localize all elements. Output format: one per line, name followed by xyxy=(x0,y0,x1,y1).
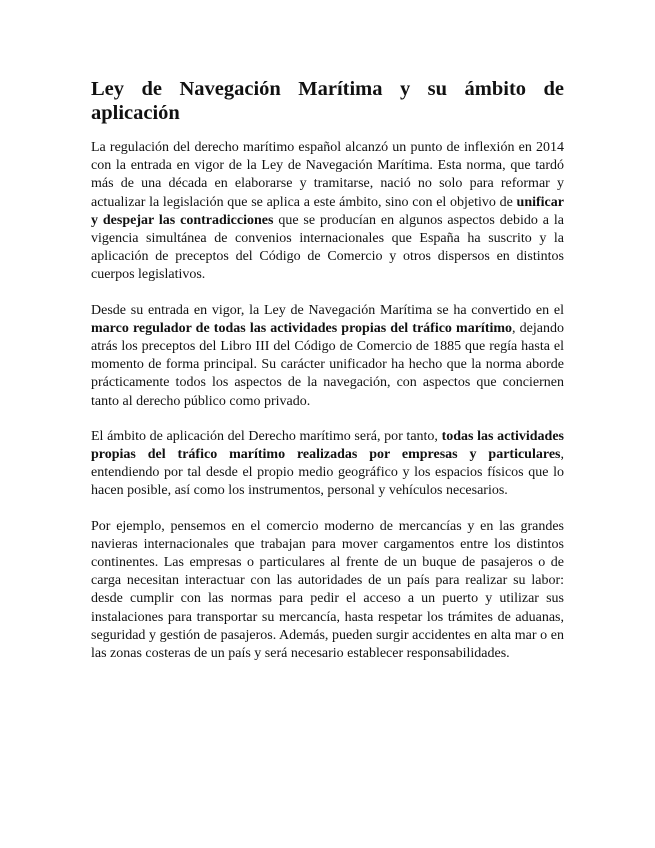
document-title: Ley de Navegación Marítima y su ámbito de aplicación xyxy=(91,78,564,124)
paragraph-text: La regulación del derecho marítimo español alcanzó un punto de inflexión en 2014 con la entrada en vigor de la Ley de Navegación Marítima. Esta norma, que tardó más de una década en elaborarse y tramitarse, nació no solo para reformar y actualizar la legislación que se aplica a este ámbito, sino con el objetivo de xyxy=(91,140,564,210)
paragraph-text: que se producían en algunos aspectos debido a la vigencia simultánea de convenios internacionales que España ha suscrito y la aplicación de preceptos del Código de Comercio y otros dispersos en distintos cuerpos legislativos. xyxy=(91,212,564,283)
paragraph-text: Por ejemplo, pensemos en el comercio moderno de mercancías y en las grandes navieras internacionales que trabajan para mover cargamentos entre los distintos continentes. Las empresas o particulares al frente de un buque de pasajeros o de carga necesitan interactuar con las autoridades de un país para realizar su labor: desde cumplir con las normas para pedir el acceso a un puerto y utilizar sus instalaciones para transportar su mercancía, hasta respetar los trámites de aduanas, seguridad y gestión de pasajeros. Además, pueden surgir accidentes en alta mar o en las zonas costeras de un país y será necesario establecer responsabilidades. xyxy=(91,518,564,662)
paragraph-emphasis: marco regulador de todas las actividades propias del tráfico marítimo xyxy=(91,320,513,336)
paragraph-text: Desde su entrada en vigor, la Ley de Navegación Marítima se ha convertido en el xyxy=(91,302,564,318)
paragraph-emphasis: unificar y despejar las contradicciones xyxy=(91,194,564,228)
paragraph-1 xyxy=(91,139,564,285)
paragraph-4 xyxy=(91,518,564,664)
paragraph-emphasis: todas las actividades propias del tráfico marítimo realizadas por empresas y particulares xyxy=(91,428,564,463)
paragraph-text: El ámbito de aplicación del Derecho marítimo será, por tanto, xyxy=(91,428,442,444)
paragraph-3 xyxy=(91,428,564,501)
paragraph-text: , entendiendo por tal desde el propio medio geográfico y los espacios físicos que lo hacen posible, así como los instrumentos, personal y vehículos necesarios. xyxy=(91,447,564,499)
paragraph-text: , dejando atrás los preceptos del Libro III del Código de Comercio de 1885 que regía hasta el momento de forma principal. Su carácter unificador ha hecho que la norma aborde prácticamente todos los aspectos de la navegación, con aspectos que conciernen tanto al derecho público como privado. xyxy=(91,320,564,409)
paragraph-2 xyxy=(91,302,564,411)
document-body xyxy=(91,77,564,680)
